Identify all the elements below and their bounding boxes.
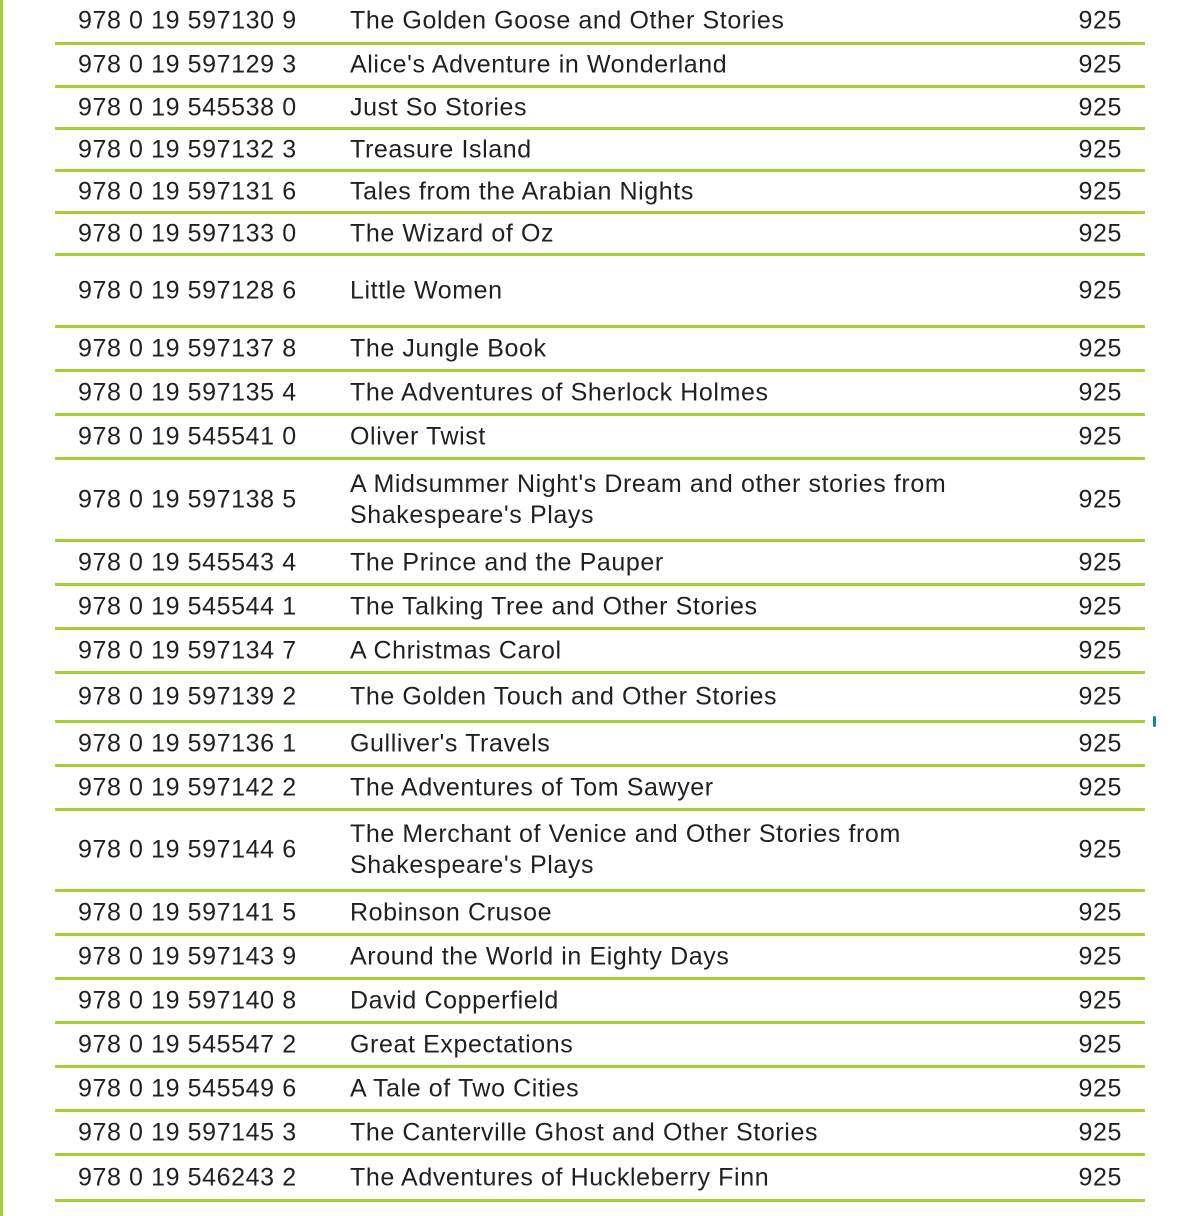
price-cell: 925 bbox=[1078, 177, 1122, 205]
price-cell: 925 bbox=[1078, 592, 1122, 620]
price-cell: 925 bbox=[1078, 835, 1122, 864]
title-cell bbox=[350, 819, 901, 881]
title-cell bbox=[350, 134, 532, 165]
title-cell bbox=[350, 92, 527, 123]
isbn-cell: 978 0 19 597144 6 bbox=[78, 835, 297, 864]
title-line: Gulliver's Travels bbox=[350, 729, 551, 757]
title-cell bbox=[350, 1117, 818, 1148]
isbn-cell: 978 0 19 597130 9 bbox=[78, 6, 297, 35]
price-cell: 925 bbox=[1078, 1163, 1122, 1191]
table-row bbox=[55, 936, 1145, 980]
table-row bbox=[55, 892, 1145, 936]
isbn-cell: 978 0 19 597135 4 bbox=[78, 378, 297, 406]
title-cell bbox=[350, 275, 503, 306]
isbn-cell: 978 0 19 597132 3 bbox=[78, 135, 297, 163]
price-cell: 925 bbox=[1078, 898, 1122, 926]
isbn-cell: 978 0 19 597145 3 bbox=[78, 1118, 297, 1146]
title-line: Robinson Crusoe bbox=[350, 898, 553, 926]
price-cell: 925 bbox=[1078, 986, 1122, 1014]
table-row bbox=[55, 416, 1145, 460]
table-row bbox=[55, 45, 1145, 88]
title-line: A Tale of Two Cities bbox=[350, 1074, 580, 1102]
title-cell bbox=[350, 635, 562, 666]
table-row bbox=[55, 1024, 1145, 1068]
price-cell: 925 bbox=[1078, 276, 1122, 304]
title-line: The Canterville Ghost and Other Stories bbox=[350, 1118, 819, 1146]
table-row bbox=[55, 980, 1145, 1024]
price-cell: 925 bbox=[1078, 485, 1122, 513]
price-cell: 925 bbox=[1078, 422, 1122, 450]
price-cell: 925 bbox=[1078, 1030, 1122, 1058]
isbn-cell: 978 0 19 597131 6 bbox=[78, 177, 297, 205]
title-line: The Merchant of Venice and Other Stories from bbox=[350, 820, 901, 848]
price-cell: 925 bbox=[1078, 135, 1122, 163]
isbn-cell: 978 0 19 545549 6 bbox=[78, 1074, 297, 1102]
title-cell bbox=[350, 6, 785, 37]
title-cell bbox=[350, 897, 552, 928]
title-line: Shakespeare's Plays bbox=[350, 851, 595, 879]
price-cell: 925 bbox=[1078, 50, 1122, 79]
title-cell bbox=[350, 333, 547, 364]
title-line: Around the World in Eighty Days bbox=[350, 942, 730, 970]
isbn-cell: 978 0 19 597129 3 bbox=[78, 50, 297, 79]
price-cell: 925 bbox=[1078, 1074, 1122, 1102]
price-cell: 925 bbox=[1078, 1118, 1122, 1146]
title-cell bbox=[350, 728, 550, 759]
isbn-cell: 978 0 19 597142 2 bbox=[78, 773, 297, 801]
table-row bbox=[55, 372, 1145, 416]
title-line: The Prince and the Pauper bbox=[350, 548, 664, 576]
isbn-cell: 978 0 19 546243 2 bbox=[78, 1163, 297, 1191]
table-row bbox=[55, 328, 1145, 372]
isbn-cell: 978 0 19 545541 0 bbox=[78, 422, 297, 450]
isbn-cell: 978 0 19 545543 4 bbox=[78, 548, 297, 576]
table-row bbox=[55, 1068, 1145, 1112]
table-row bbox=[55, 214, 1145, 256]
title-line: The Adventures of Sherlock Holmes bbox=[350, 378, 769, 406]
left-margin-rule bbox=[0, 0, 3, 1216]
title-cell bbox=[350, 547, 664, 578]
price-cell: 925 bbox=[1078, 682, 1122, 711]
table-row bbox=[55, 256, 1145, 328]
isbn-cell: 978 0 19 597143 9 bbox=[78, 942, 297, 970]
price-cell: 925 bbox=[1078, 548, 1122, 576]
book-list-table bbox=[55, 0, 1145, 1202]
table-row bbox=[55, 767, 1145, 811]
title-line: The Adventures of Huckleberry Finn bbox=[350, 1163, 770, 1191]
price-cell: 925 bbox=[1078, 378, 1122, 406]
title-line: The Golden Goose and Other Stories bbox=[350, 6, 785, 35]
title-line: Little Women bbox=[350, 276, 503, 304]
title-cell bbox=[350, 941, 729, 972]
title-line: The Golden Touch and Other Stories bbox=[350, 682, 778, 711]
title-cell bbox=[350, 682, 777, 713]
price-cell: 925 bbox=[1078, 729, 1122, 757]
title-line: Tales from the Arabian Nights bbox=[350, 177, 694, 205]
title-cell bbox=[350, 1162, 769, 1193]
price-cell: 925 bbox=[1078, 636, 1122, 664]
title-cell bbox=[350, 1029, 573, 1060]
title-cell bbox=[350, 469, 946, 531]
title-cell bbox=[350, 1073, 579, 1104]
table-row bbox=[55, 723, 1145, 767]
isbn-cell: 978 0 19 597141 5 bbox=[78, 898, 297, 926]
isbn-cell: 978 0 19 597140 8 bbox=[78, 986, 297, 1014]
title-line: David Copperfield bbox=[350, 986, 559, 1014]
price-cell: 925 bbox=[1078, 334, 1122, 362]
isbn-cell: 978 0 19 545544 1 bbox=[78, 592, 297, 620]
isbn-cell: 978 0 19 597139 2 bbox=[78, 682, 297, 711]
table-row bbox=[55, 0, 1145, 45]
price-cell: 925 bbox=[1078, 773, 1122, 801]
title-line: Great Expectations bbox=[350, 1030, 574, 1058]
title-cell bbox=[350, 218, 554, 249]
table-row bbox=[55, 811, 1145, 892]
isbn-cell: 978 0 19 597133 0 bbox=[78, 219, 297, 247]
isbn-cell: 978 0 19 597136 1 bbox=[78, 729, 297, 757]
table-row bbox=[55, 172, 1145, 214]
title-line: The Adventures of Tom Sawyer bbox=[350, 773, 714, 801]
table-row bbox=[55, 130, 1145, 172]
isbn-cell: 978 0 19 545547 2 bbox=[78, 1030, 297, 1058]
title-line: A Midsummer Night's Dream and other stories from bbox=[350, 469, 947, 498]
title-line: Alice's Adventure in Wonderland bbox=[350, 50, 728, 79]
isbn-cell: 978 0 19 597137 8 bbox=[78, 334, 297, 362]
price-cell: 925 bbox=[1078, 219, 1122, 247]
title-line: Shakespeare's Plays bbox=[350, 500, 595, 529]
title-line: The Wizard of Oz bbox=[350, 219, 555, 247]
table-row bbox=[55, 542, 1145, 586]
isbn-cell: 978 0 19 597128 6 bbox=[78, 276, 297, 304]
isbn-cell: 978 0 19 545538 0 bbox=[78, 93, 297, 121]
table-row bbox=[55, 674, 1145, 723]
title-line: Treasure Island bbox=[350, 135, 532, 163]
price-cell: 925 bbox=[1078, 6, 1122, 35]
isbn-cell: 978 0 19 597138 5 bbox=[78, 485, 297, 513]
table-row bbox=[55, 88, 1145, 130]
title-cell bbox=[350, 377, 769, 408]
table-row bbox=[55, 1156, 1145, 1202]
table-row bbox=[55, 1112, 1145, 1156]
title-line: A Christmas Carol bbox=[350, 636, 562, 664]
edge-mark bbox=[1153, 716, 1156, 727]
table-row bbox=[55, 460, 1145, 542]
price-cell: 925 bbox=[1078, 942, 1122, 970]
isbn-cell: 978 0 19 597134 7 bbox=[78, 636, 297, 664]
title-line: The Jungle Book bbox=[350, 334, 547, 362]
title-cell bbox=[350, 591, 758, 622]
title-line: Just So Stories bbox=[350, 93, 528, 121]
title-line: Oliver Twist bbox=[350, 422, 486, 450]
title-cell bbox=[350, 985, 559, 1016]
title-cell bbox=[350, 421, 486, 452]
title-line: The Talking Tree and Other Stories bbox=[350, 592, 758, 620]
price-cell: 925 bbox=[1078, 93, 1122, 121]
title-cell bbox=[350, 176, 694, 207]
title-cell bbox=[350, 50, 727, 81]
table-row bbox=[55, 630, 1145, 674]
table-row bbox=[55, 586, 1145, 630]
title-cell bbox=[350, 772, 714, 803]
